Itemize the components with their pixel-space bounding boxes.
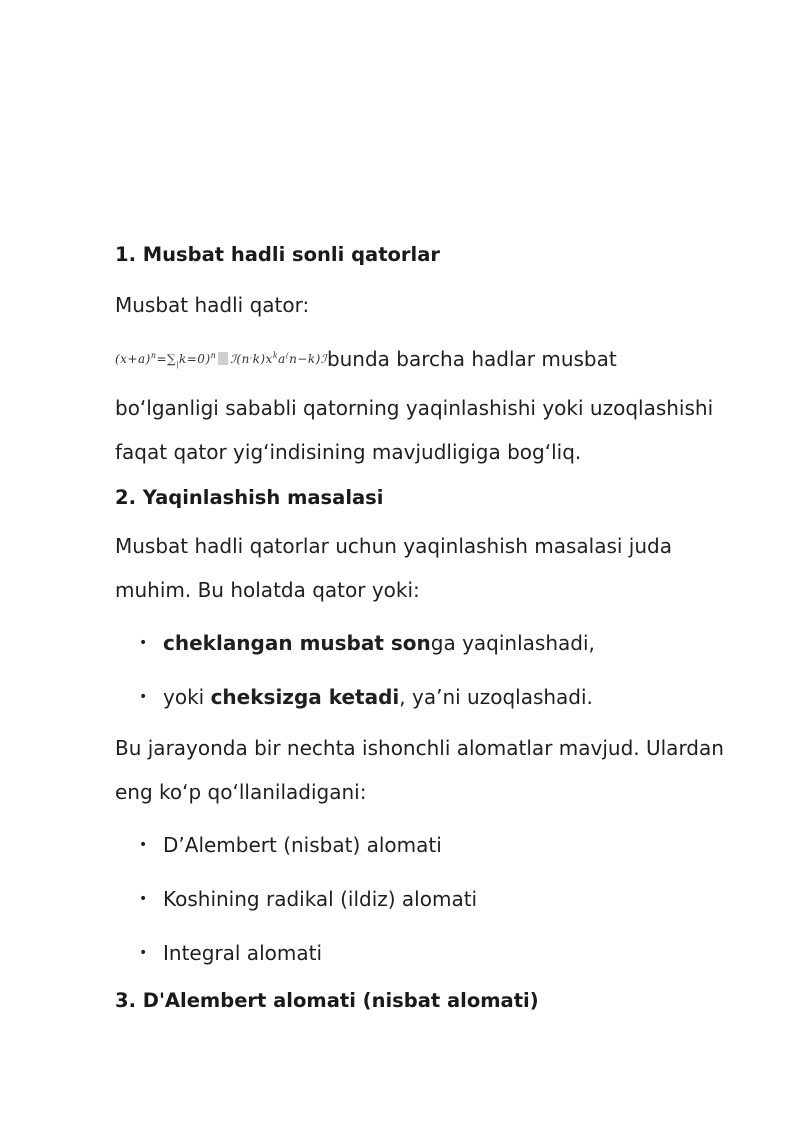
section-heading-1: 1. Musbat hadli sonli qatorlar <box>115 243 440 266</box>
section-heading-2: 2. Yaqinlashish masalasi <box>115 486 384 510</box>
bullet-icon: • <box>139 635 148 652</box>
bullet-icon: • <box>139 837 148 854</box>
convergence-paragraph: Musbat hadli qatorlar uchun yaqinlashish masalasi juda muhim. Bu holatda qator yoki: <box>115 534 672 603</box>
binomial-formula: $(x+a)^n=\sum_|k=0)^n$ $ℐ(n^,k)x^ka^(n-k)ℐ$ <box>115 351 327 369</box>
convergence-list <box>115 616 735 724</box>
missing-glyph-icon <box>218 352 228 365</box>
list-item: • D’Alembert (nisbat) alomati <box>115 818 735 872</box>
list-item: • yoki cheksizga ketadi, ya’ni uzoqlashadi. <box>115 670 735 724</box>
bullet-icon: • <box>139 945 148 962</box>
criteria-list <box>115 818 735 980</box>
paragraph-line-3: faqat qator yig‘indisining mavjudligiga bog‘liq. <box>115 440 582 465</box>
section-heading-3: 3. D'Alembert alomati (nisbat alomati) <box>115 989 539 1013</box>
formula-paragraph <box>115 334 735 474</box>
document-body <box>115 238 735 1018</box>
list-item: • Integral alomati <box>115 926 735 980</box>
list-item: • Koshining radikal (ildiz) alomati <box>115 872 735 926</box>
formula-tail-text: bunda barcha hadlar musbat <box>326 347 617 371</box>
list-item: • cheklangan musbat songa yaqinlashadi, <box>115 616 735 670</box>
paragraph-line-2: bo‘lganligi sababli qatorning yaqinlashishi yoki uzoqlashishi <box>115 396 714 421</box>
criteria-paragraph: Bu jarayonda bir nechta ishonchli alomatlar mavjud. Ulardan eng ko‘p qo‘llaniladigani: <box>115 736 724 805</box>
intro-text: Musbat hadli qator: <box>115 293 310 317</box>
bullet-icon: • <box>139 689 148 706</box>
bullet-icon: • <box>139 891 148 908</box>
